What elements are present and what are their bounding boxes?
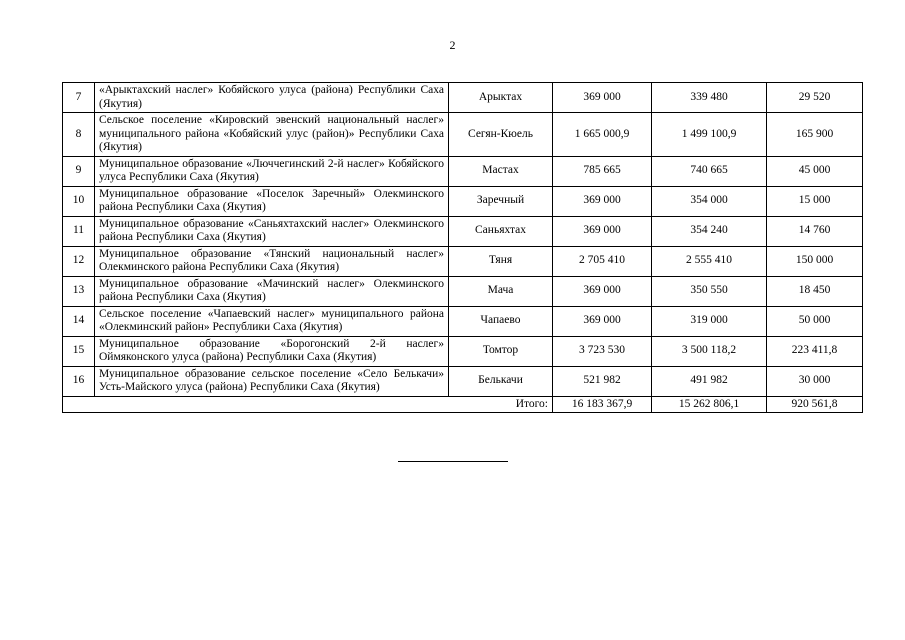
amount-republic: 491 982 xyxy=(652,366,767,396)
municipality-name: Муниципальное образование «Тянский национальный наслег» Олекминского района Республики Саха (Якутия) xyxy=(95,246,449,276)
row-number: 12 xyxy=(63,246,95,276)
amount-republic: 740 665 xyxy=(652,156,767,186)
table-row xyxy=(63,83,863,113)
table-row xyxy=(63,306,863,336)
amount-total: 369 000 xyxy=(553,216,652,246)
table-row xyxy=(63,246,863,276)
amount-total: 1 665 000,9 xyxy=(553,113,652,157)
amount-republic: 354 000 xyxy=(652,186,767,216)
municipality-name: Муниципальное образование «Поселок Заречный» Олекминского района Республики Саха (Якутия) xyxy=(95,186,449,216)
total-amount-republic: 15 262 806,1 xyxy=(652,396,767,413)
settlement-name: Тяня xyxy=(449,246,553,276)
table-row xyxy=(63,156,863,186)
amount-local: 30 000 xyxy=(767,366,863,396)
municipality-name: Муниципальное образование «Мачинский наслег» Олекминского района Республики Саха (Якутия) xyxy=(95,276,449,306)
row-number: 9 xyxy=(63,156,95,186)
amount-total: 3 723 530 xyxy=(553,336,652,366)
amount-republic: 319 000 xyxy=(652,306,767,336)
amount-total: 369 000 xyxy=(553,83,652,113)
municipality-name: Сельское поселение «Чапаевский наслег» муниципального района «Олекминский район» Республики Саха (Якутия) xyxy=(95,306,449,336)
municipality-name: Муниципальное образование сельское поселение «Село Белькачи» Усть-Майского улуса (района) Республики Саха (Якутия) xyxy=(95,366,449,396)
municipality-name: «Арыктахский наслег» Кобяйского улуса (района) Республики Саха (Якутия) xyxy=(95,83,449,113)
page-number: 2 xyxy=(449,38,456,52)
amount-local: 18 450 xyxy=(767,276,863,306)
amount-republic: 350 550 xyxy=(652,276,767,306)
table-row xyxy=(63,216,863,246)
table-row xyxy=(63,336,863,366)
municipality-name: Сельское поселение «Кировский эвенский национальный наслег» муниципального района «Кобяйский улус (район)» Республики Саха (Якутия) xyxy=(95,113,449,157)
settlement-name: Мастах xyxy=(449,156,553,186)
amount-local: 50 000 xyxy=(767,306,863,336)
amount-republic: 2 555 410 xyxy=(652,246,767,276)
row-number: 11 xyxy=(63,216,95,246)
settlement-name: Арыктах xyxy=(449,83,553,113)
amount-local: 165 900 xyxy=(767,113,863,157)
table-row xyxy=(63,276,863,306)
amount-local: 15 000 xyxy=(767,186,863,216)
settlement-name: Чапаево xyxy=(449,306,553,336)
total-amount-local: 920 561,8 xyxy=(767,396,863,413)
row-number: 15 xyxy=(63,336,95,366)
amount-total: 369 000 xyxy=(553,186,652,216)
table-row xyxy=(63,186,863,216)
funding-table xyxy=(62,82,863,413)
total-amount-total: 16 183 367,9 xyxy=(553,396,652,413)
amount-total: 2 705 410 xyxy=(553,246,652,276)
row-number: 8 xyxy=(63,113,95,157)
row-number: 10 xyxy=(63,186,95,216)
amount-total: 369 000 xyxy=(553,276,652,306)
settlement-name: Мача xyxy=(449,276,553,306)
row-number: 13 xyxy=(63,276,95,306)
amount-total: 785 665 xyxy=(553,156,652,186)
amount-total: 521 982 xyxy=(553,366,652,396)
municipality-name: Муниципальное образование «Борогонский 2-й наслег» Оймяконского улуса (района) Республики Саха (Якутия) xyxy=(95,336,449,366)
row-number: 16 xyxy=(63,366,95,396)
settlement-name: Белькачи xyxy=(449,366,553,396)
amount-republic: 1 499 100,9 xyxy=(652,113,767,157)
settlement-name: Томтор xyxy=(449,336,553,366)
amount-local: 150 000 xyxy=(767,246,863,276)
amount-republic: 3 500 118,2 xyxy=(652,336,767,366)
table-row xyxy=(63,113,863,157)
municipality-name: Муниципальное образование «Люччегинский 2-й наслег» Кобяйского улуса Республики Саха (Якутия) xyxy=(95,156,449,186)
total-label: Итого: xyxy=(63,396,553,413)
amount-local: 29 520 xyxy=(767,83,863,113)
table-row xyxy=(63,366,863,396)
settlement-name: Заречный xyxy=(449,186,553,216)
amount-republic: 339 480 xyxy=(652,83,767,113)
row-number: 7 xyxy=(63,83,95,113)
total-row xyxy=(63,396,863,413)
end-divider xyxy=(398,461,508,462)
amount-local: 223 411,8 xyxy=(767,336,863,366)
amount-local: 14 760 xyxy=(767,216,863,246)
amount-local: 45 000 xyxy=(767,156,863,186)
amount-republic: 354 240 xyxy=(652,216,767,246)
amount-total: 369 000 xyxy=(553,306,652,336)
settlement-name: Сегян-Кюель xyxy=(449,113,553,157)
row-number: 14 xyxy=(63,306,95,336)
municipality-name: Муниципальное образование «Саньяхтахский наслег» Олекминского района Республики Саха (Якутия) xyxy=(95,216,449,246)
settlement-name: Саньяхтах xyxy=(449,216,553,246)
